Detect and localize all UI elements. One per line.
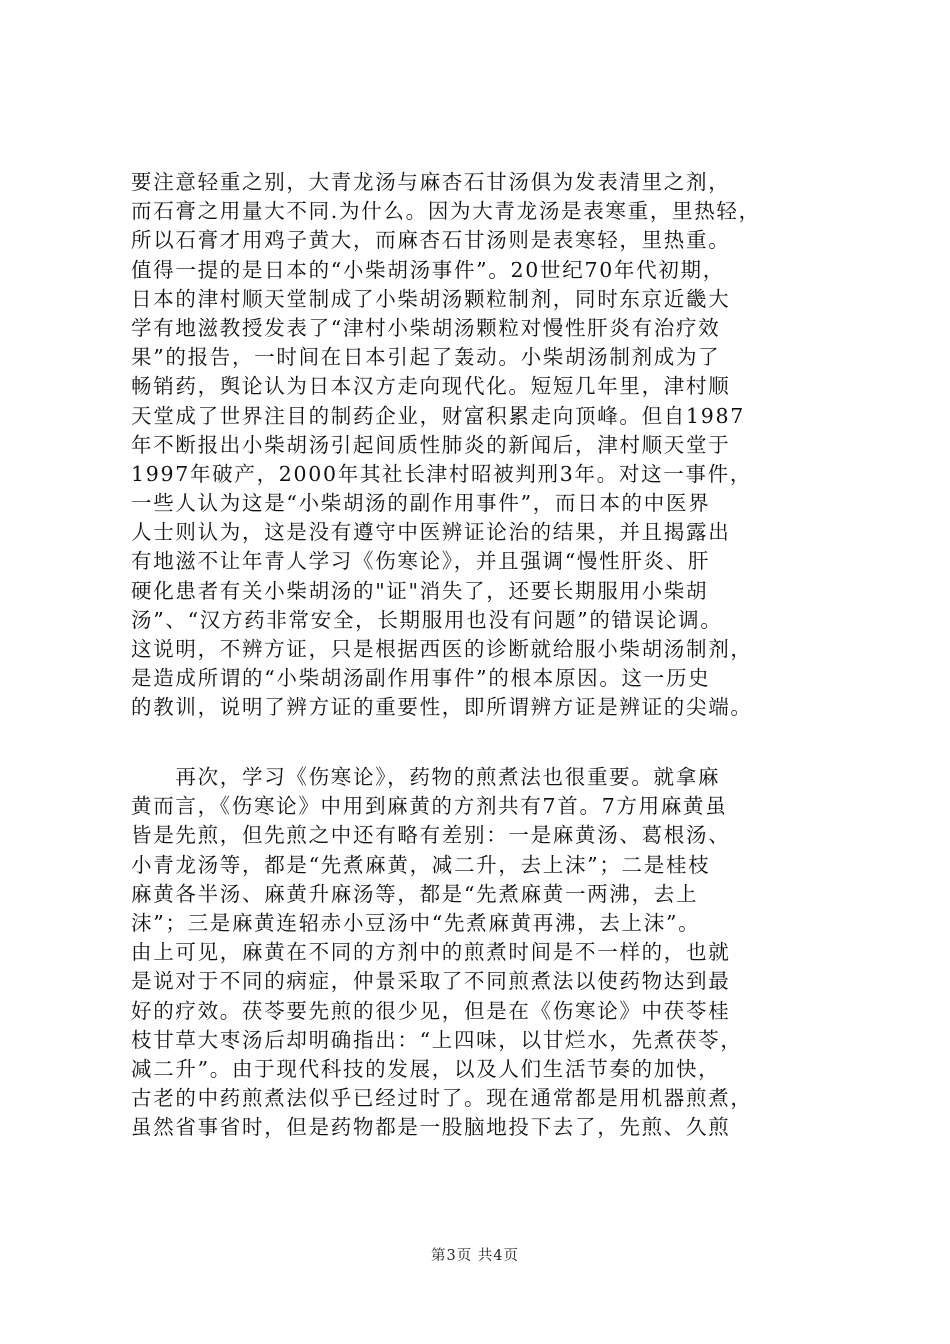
text-line: 一些人认为这是“小柴胡汤的副作用事件”，而日本的中医界 (131, 491, 711, 516)
text-line: 而石膏之用量大不同.为什么。因为大青龙汤是表寒重，里热轻， (131, 199, 761, 224)
text-line: 沫”；三是麻黄连轺赤小豆汤中“先煮麻黄再沸，去上沫”。 (131, 910, 701, 935)
text-line: 日本的津村顺天堂制成了小柴胡汤颗粒制剂，同时东京近畿大 (131, 286, 731, 311)
text-line: 人士则认为，这是没有遵守中医辨证论治的结果，并且揭露出 (131, 520, 731, 545)
text-line: 再次，学习《伤寒论》，药物的煎煮法也很重要。就拿麻 (131, 765, 721, 789)
text-line: 有地滋不让年青人学习《伤寒论》，并且强调“慢性肝炎、肝 (131, 549, 711, 574)
text-line: 要注意轻重之别，大青龙汤与麻杏石甘汤俱为发表清里之剂， (131, 170, 731, 194)
text-line: 年不断报出小柴胡汤引起间质性肺炎的新闻后，津村顺天堂于 (131, 432, 731, 457)
text-line: 畅销药，舆论认为日本汉方走向现代化。短短几年里，津村顺 (131, 374, 731, 399)
text-line: 是造成所谓的“小柴胡汤副作用事件”的根本原因。这一历史 (131, 666, 711, 691)
text-line: 好的疗效。茯苓要先煎的很少见，但是在《伤寒论》中茯苓桂 (131, 998, 731, 1023)
text-line: 天堂成了世界注目的制药企业，财富积累走向顶峰。但自1987 (131, 403, 745, 428)
text-line: 1997年破产，2000年其社长津村昭被判刑3年。对这一事件， (131, 461, 753, 486)
text-line: 所以石膏才用鸡子黄大，而麻杏石甘汤则是表寒轻，里热重。 (131, 228, 731, 253)
text-line: 的教训，说明了辨方证的重要性，即所谓辨方证是辨证的尖端。 (131, 695, 753, 720)
text-line: 小青龙汤等，都是“先煮麻黄，减二升，去上沫”；二是桂枝 (131, 852, 711, 877)
text-line: 古老的中药煎煮法似乎已经过时了。现在通常都是用机器煎煮， (131, 1086, 753, 1111)
text-line: 硬化患者有关小柴胡汤的"证"消失了，还要长期服用小柴胡 (131, 578, 709, 603)
text-line: 麻黄各半汤、麻黄升麻汤等，都是“先煮麻黄一两沸，去上 (131, 881, 699, 906)
text-line: 虽然省事省时，但是药物都是一股脑地投下去了，先煎、久煎 (131, 1115, 731, 1140)
text-line: 由上可见，麻黄在不同的方剂中的煎煮时间是不一样的，也就 (131, 940, 731, 965)
text-line: 皆是先煎，但先煎之中还有略有差别：一是麻黄汤、葛根汤、 (131, 823, 731, 848)
paragraph-2 (131, 763, 831, 1142)
page-footer: 第3页 共4页 (430, 1248, 520, 1264)
text-line: 枝甘草大枣汤后却明确指出：“上四味，以甘烂水，先煮茯苓， (131, 1027, 743, 1052)
paragraph-1 (131, 168, 831, 723)
text-line: 值得一提的是日本的“小柴胡汤事件”。20世纪70年代初期， (131, 257, 725, 282)
text-line: 这说明，不辨方证，只是根据西医的诊断就给服小柴胡汤制剂， (131, 637, 753, 661)
text-line: 汤”、“汉方药非常安全，长期服用也没有问题”的错误论调。 (131, 607, 723, 632)
text-line: 果”的报告，一时间在日本引起了轰动。小柴胡汤制剂成为了 (131, 345, 721, 370)
text-line: 黄而言，《伤寒论》中用到麻黄的方剂共有7首。7方用麻黄虽 (131, 794, 728, 819)
text-line: 学有地滋教授发表了“津村小柴胡汤颗粒对慢性肝炎有治疗效 (131, 315, 721, 340)
text-line: 减二升”。由于现代科技的发展，以及人们生活节奏的加快， (131, 1056, 721, 1081)
text-line: 是说对于不同的病症，仲景采取了不同煎煮法以使药物达到最 (131, 969, 731, 994)
